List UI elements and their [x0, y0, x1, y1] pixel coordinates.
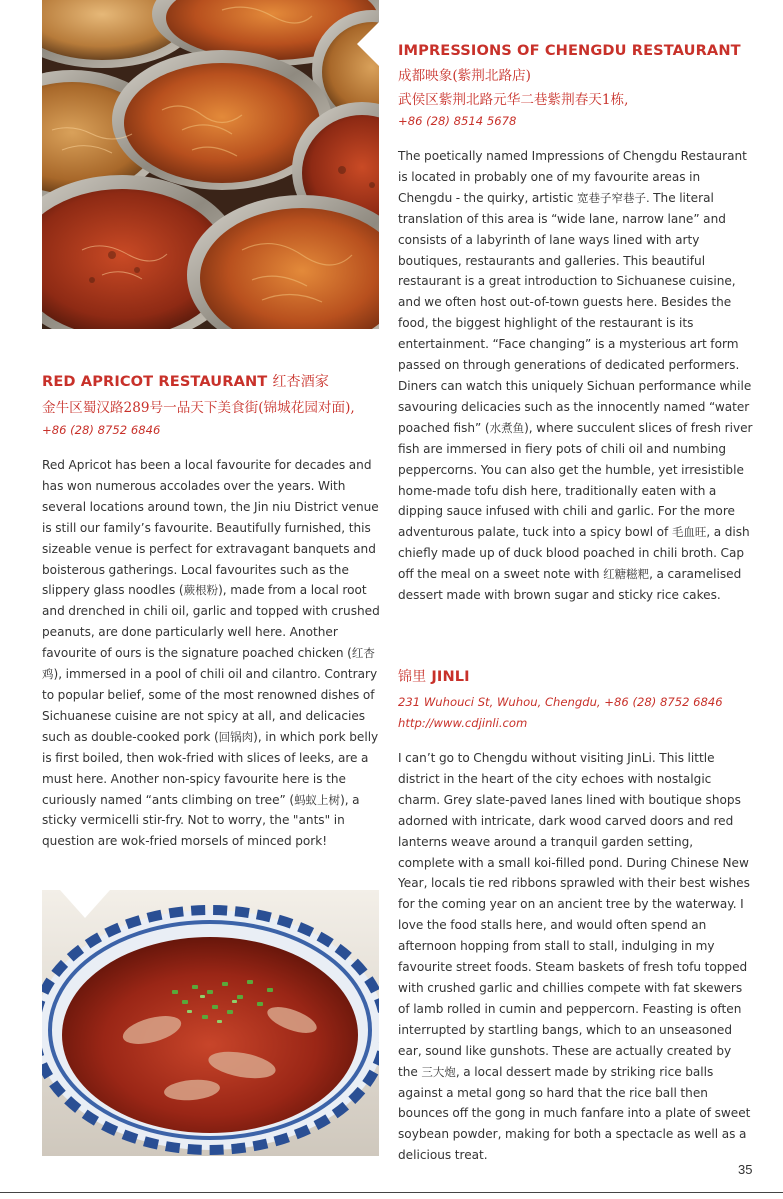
red-apricot-address-zh	[42, 397, 382, 441]
red-apricot-body-part: ), immersed in a pool of chili oil and cilantro. Contrary to popular belief, some of the most renowned dishes of Sichuanese cuisine are not spicy at all, and delicacies such as double-cooked pork (	[42, 667, 378, 744]
impressions-body-part: , a caramelised dessert made with brown sugar and sticky rice cakes.	[398, 567, 742, 603]
jinli-body	[398, 748, 753, 1166]
photo-notch-top	[357, 22, 379, 66]
red-apricot-address-zh-text: 金牛区蜀汉路289号一品天下美食街(锦城花园对面),	[42, 400, 355, 416]
jinli-body-part: , a local dessert made by striking rice balls against a metal gong so hard that the rice ball then bounces off the gong in much fanfare into a plate of sweet soybean powder, making for both a spectacle as well as a delicious treat.	[398, 1064, 751, 1163]
impressions-body-zh: 宽巷子窄巷子.	[576, 190, 650, 205]
jinli-section	[398, 666, 753, 1166]
impressions-address-zh: 武侯区紫荆北路元华二巷紫荆春天1栋,	[398, 92, 629, 108]
jinli-url-link[interactable]: http://www.cdjinli.com	[398, 716, 528, 730]
red-apricot-phone: +86 (28) 8752 6846	[42, 423, 161, 437]
impressions-section	[398, 40, 753, 606]
photo-notch-bottom-shape	[60, 890, 110, 920]
red-apricot-body-zh: 蕨根粉	[183, 583, 219, 598]
jinli-title-en: JINLI	[431, 668, 470, 685]
red-apricot-body-part: ), made from a local root and drenched in chili oil, garlic and topped with crushed peanuts, are done particularly well here. Another favourite of ours is the signature poached chicken (	[42, 583, 380, 661]
red-apricot-body-zh: 红杏鸡	[42, 646, 375, 682]
red-apricot-body-zh: 回锅肉	[218, 729, 254, 744]
spice-bowls-photo	[42, 0, 379, 329]
sichuan-dish-photo	[42, 890, 379, 1156]
page-number: 35	[738, 1162, 753, 1177]
impressions-body-part: The literal translation of this area is “wide lane, narrow lane” and consists of a labyrinth of lane ways lined with arty boutiques, restaurants and galleries. This beautiful restaurant is a great introduction to Sichuanese cuisine, and we often host out-of-town guests here. Besides the food, the biggest highlight of the restaurant is its entertainment. “Face changing” is a mysterious art form passed on through generations of dedicated performers. Diners can watch this uniquely Sichuan performance while savouring delicacies such as the innocently named “water poached fish” (	[398, 190, 752, 435]
red-apricot-body-part: Red Apricot has been a local favourite for decades and has won numerous accolades over the years. With several locations around town, the Jin niu District venue is still our family’s favourite. Beautifully furnished, this sizeable venue is perfect for extravagant banquets and boisterous gatherings. Local favourites such as the slippery glass noodles (	[42, 458, 379, 598]
red-apricot-body-zh: 蚂蚁上树	[294, 792, 341, 807]
impressions-body-part: The poetically named Impressions of Chengdu Restaurant is located in probably one of my favourite areas in Chengdu - the quirky, artistic	[398, 149, 747, 205]
jinli-body-part: I can’t go to Chengdu without visiting JinLi. This little district in the heart of the city echoes with nostalgic charm. Grey slate-paved lanes lined with boutique shops adorned with intricate, dark wood carved doors and red lanterns weave around a tranquil garden setting, complete with a small koi-filled pond. During Chinese New Year, locals tie red ribbons sprawled with their best wishes for the coming year on an ancient tree by the waterway. I love the food stalls here, and would often spend an afternoon hopping from stall to stall, indulging in my favourite street foods. Steam baskets of fresh tofu topped with crushed garlic and chillies compete with fat skewers of lamb rolled in cumin and peppercorn. Feasting is often interrupted by startling bangs, which to an unseasoned ear, sound like gunshots. These are actually created by the	[398, 751, 750, 1079]
impressions-body-part: ), where succulent slices of fresh river fish are immersed in fiery pots of chili oil and numbing peppercorns. You can also get the humble, yet irresistible home-made tofu dish here, traditionally eaten with a dipping sauce infused with chili and garlic. For the more adventurous palate, tuck into a spicy bowl of	[398, 420, 753, 540]
red-apricot-title-en: RED APRICOT RESTAURANT	[42, 373, 268, 390]
impressions-name-zh: 成都映象(紫荆北路店)	[398, 68, 531, 84]
jinli-body-zh: 三大炮	[421, 1064, 456, 1079]
jinli-title-zh: 锦里	[398, 669, 427, 685]
impressions-body-zh: 红糖糍粑	[603, 567, 650, 582]
red-apricot-body-part: ), a sticky vermicelli stir-fry. Not to worry, the "ants" in question are wok-fried morsels of minced pork!	[42, 792, 360, 849]
red-apricot-title-zh: 红杏酒家	[272, 374, 329, 390]
impressions-body	[398, 146, 753, 606]
red-apricot-body-part: ), in which pork belly is first boiled, then wok-fried with slices of leeks, are a must here. Another non-spicy favourite here is the curiously named “ants climbing on tree” (	[42, 729, 379, 807]
jinli-address: 231 Wuhouci St, Wuhou, Chengdu, +86 (28) 8752 6846	[398, 695, 723, 709]
impressions-phone: +86 (28) 8514 5678	[398, 114, 517, 128]
red-apricot-body	[42, 455, 382, 852]
impressions-body-zh: 水煮鱼	[489, 420, 525, 435]
red-apricot-title	[42, 371, 382, 393]
red-apricot-section	[42, 371, 382, 852]
impressions-body-part: , a dish chiefly made up of duck blood poached in chili broth. Cap off the meal on a sweet note with	[398, 525, 750, 582]
jinli-title	[398, 666, 753, 688]
impressions-title: IMPRESSIONS OF CHENGDU RESTAURANT	[398, 42, 741, 59]
impressions-body-zh: 毛血旺	[671, 525, 707, 540]
